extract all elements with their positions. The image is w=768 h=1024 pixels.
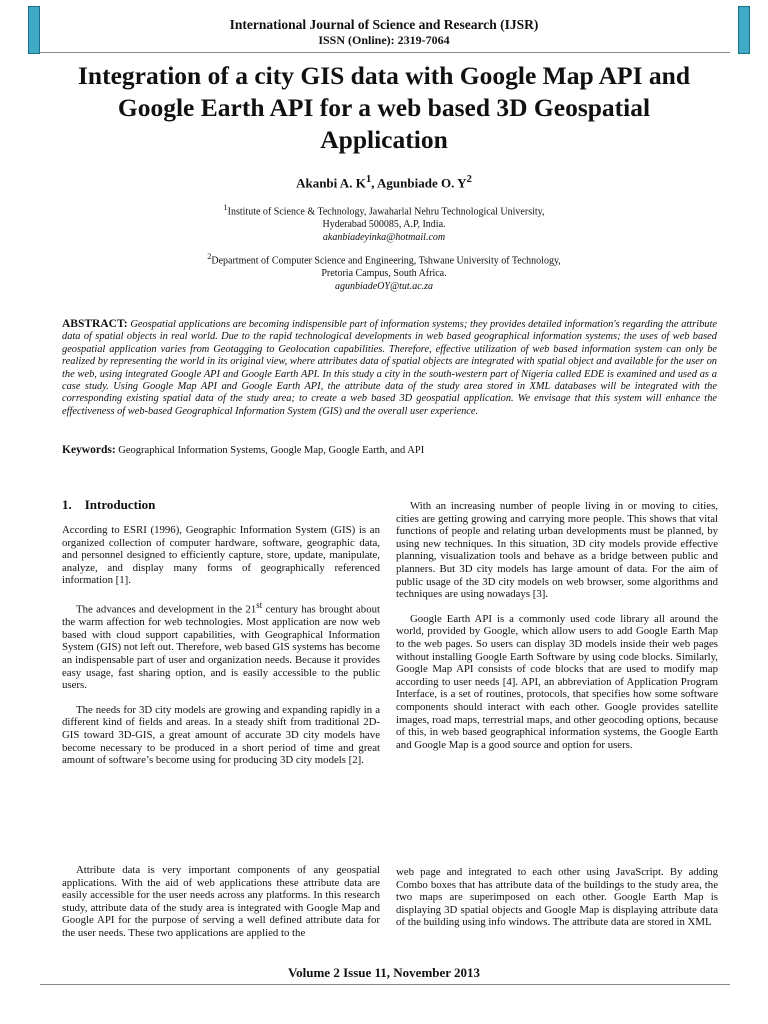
abstract-label: ABSTRACT: — [62, 318, 128, 330]
journal-issn: ISSN (Online): 2319-7064 — [318, 33, 450, 47]
keywords-label: Keywords: — [62, 444, 116, 456]
footer-issue: Volume 2 Issue 11, November 2013 — [287, 965, 481, 980]
section-heading-introduction — [62, 497, 155, 513]
affiliation-1 — [140, 201, 628, 244]
affiliation-1-line1: Institute of Science & Technology, Jawaharlal Nehru Technological University, — [227, 206, 545, 218]
header-divider — [40, 52, 730, 53]
affiliation-1-email[interactable]: akanbiadeyinka@hotmail.com — [322, 232, 446, 244]
journal-name: International Journal of Science and Research (IJSR) — [229, 17, 539, 32]
paragraph: With an increasing number of people living in or moving to cities, cities are getting growing and carrying more people. This shows that vital functions of people and relating urban developments must be planned, by using new techniques. In this situation, 3D city models provide effective planning, visualization tools and behave as a bridge between public and planners. But 3D city models has large amount of data. For the aim of public usage of the 3D city models on web browser, some algorithms and techniques are using nowadays [3]. — [396, 500, 718, 601]
left-column-bottom — [62, 864, 380, 940]
authors — [0, 173, 768, 191]
paragraph: web page and integrated to each other using JavaScript. By adding Combo boxes that has attribute data of the buildings to the study area, the two maps are superimposed on each other. Google Earth Map is displaying 3D spatial objects and Google Map is displaying attribute data of the building using info windows. The attribute data are stored in XML — [396, 866, 718, 929]
author-2-sup: 2 — [466, 173, 472, 185]
affiliation-2-sup: 2 — [207, 252, 212, 261]
right-column-top — [396, 500, 718, 751]
paragraph-part: century has brought about the warm affection for web technologies. Most application are now web based with cloud support capabilities, with Geographical Information System (GIS) not left out. Therefore, web based GIS systems has become an indispensable part of user and organization needs. Because it provides easy usage, fast sharing option, and is easily accessible to the public users. — [62, 603, 380, 692]
section-title: Introduction — [84, 497, 156, 512]
paragraph-part: The advances and development in the 21 — [76, 603, 257, 616]
paragraph-21st-century — [62, 599, 380, 692]
author-1: Akanbi A. K — [296, 175, 366, 191]
affiliation-2-line1: Department of Computer Science and Engineering, Tshwane University of Technology, — [211, 255, 561, 267]
abstract-text: Geospatial applications are becoming indispensible part of information systems; they provides detailed information's regarding the attribute data of spatial objects in real world. Due to the rapid technological developments in web based geographical information systems; the uses of web based geospatial application varies from Geotagging to Geolocation capabilities. Therefore, effective utilization of web based information system can only be realized by representing the world in its original view, where attributes data of spatial objects are integrated with spatial object and available for the user on the web, using integrated Google API and Google Earth API. In this study a city in the south-western part of Nigeria called EDE is examined and used as a case study. Using Google Map API and Google Earth API, the attribute data of the study area stored in XML databases will be integrated with the corresponding existing spatial data of the study area; to create a web based 3D geospatial application. We envisage that this system will enhance the effectiveness of web-based Geographical Information System (GIS) and the overall user experience. — [62, 319, 717, 417]
author-1-sup: 1 — [365, 173, 372, 185]
paragraph: Attribute data is very important components of any geospatial applications. With the aid of web applications these attribute data are easily accessible for the user needs across any platforms. In this research study, attribute data of the study area is integrated with Google Map and Google API for the purpose of serving a well defined attribute data for the user needs. These two applications are applied to the — [62, 864, 380, 939]
keywords-text: Geographical Information Systems, Google Map, Google Earth, and API — [118, 445, 425, 456]
paragraph: The needs for 3D city models are growing and expanding rapidly in a different kind of fields and areas. In a steady shift from traditional 2D-GIS toward 3D-GIS, a great amount of accurate 3D city models have become necessary to be produced in a short period of time and great amount of software’s become using for producing 3D city models [2]. — [62, 703, 380, 767]
author-2: Agunbiade O. Y — [377, 175, 467, 191]
paragraph: Google Earth API is a commonly used code library all around the world, provided by Google, which allow users to add Google Earth Map to the web pages. So users can display 3D models inside their web pages without installing Google Earth Software by using code blocks. Similarly, Google Map API consists of code blocks that are used to modify map according to user needs [4]. API, an abbreviation of Application Program Interface, is a set of routines, protocols, that specifies how some software components should interact with each other. Google provides satellite images, road maps, terrestrial maps, and other geocoding options, because of this, in web based geographical information systems, the Google Earth and Google Map is a good source and option for users. — [396, 612, 718, 751]
paper-title: Integration of a city GIS data with Google Map API and Google Earth API for a web based 3D Geospatial Application — [77, 61, 691, 154]
affiliation-2-line2: Pretoria Campus, South Africa. — [321, 268, 447, 280]
ordinal-sup: st — [256, 599, 263, 610]
section-number: 1. — [62, 497, 72, 512]
right-column-bottom — [396, 866, 718, 929]
affiliation-2 — [140, 250, 628, 293]
paragraph: According to ESRI (1996), Geographic Information System (GIS) is an organized collection of computer hardware, software, geographic data, and personnel designed to efficiently capture, store, update, manipulate, analyze, and display many forms of geographically referenced information [1]. — [62, 524, 380, 587]
affiliation-1-sup: 1 — [223, 203, 228, 212]
footer-divider — [40, 984, 730, 985]
abstract — [62, 318, 717, 418]
author-separator: , — [371, 175, 378, 191]
left-column-top — [62, 524, 380, 767]
affiliation-2-email[interactable]: agunbiadeOY@tut.ac.za — [334, 281, 434, 293]
affiliation-1-line2: Hyderabad 500085, A.P, India. — [322, 219, 446, 231]
keywords — [62, 444, 717, 456]
